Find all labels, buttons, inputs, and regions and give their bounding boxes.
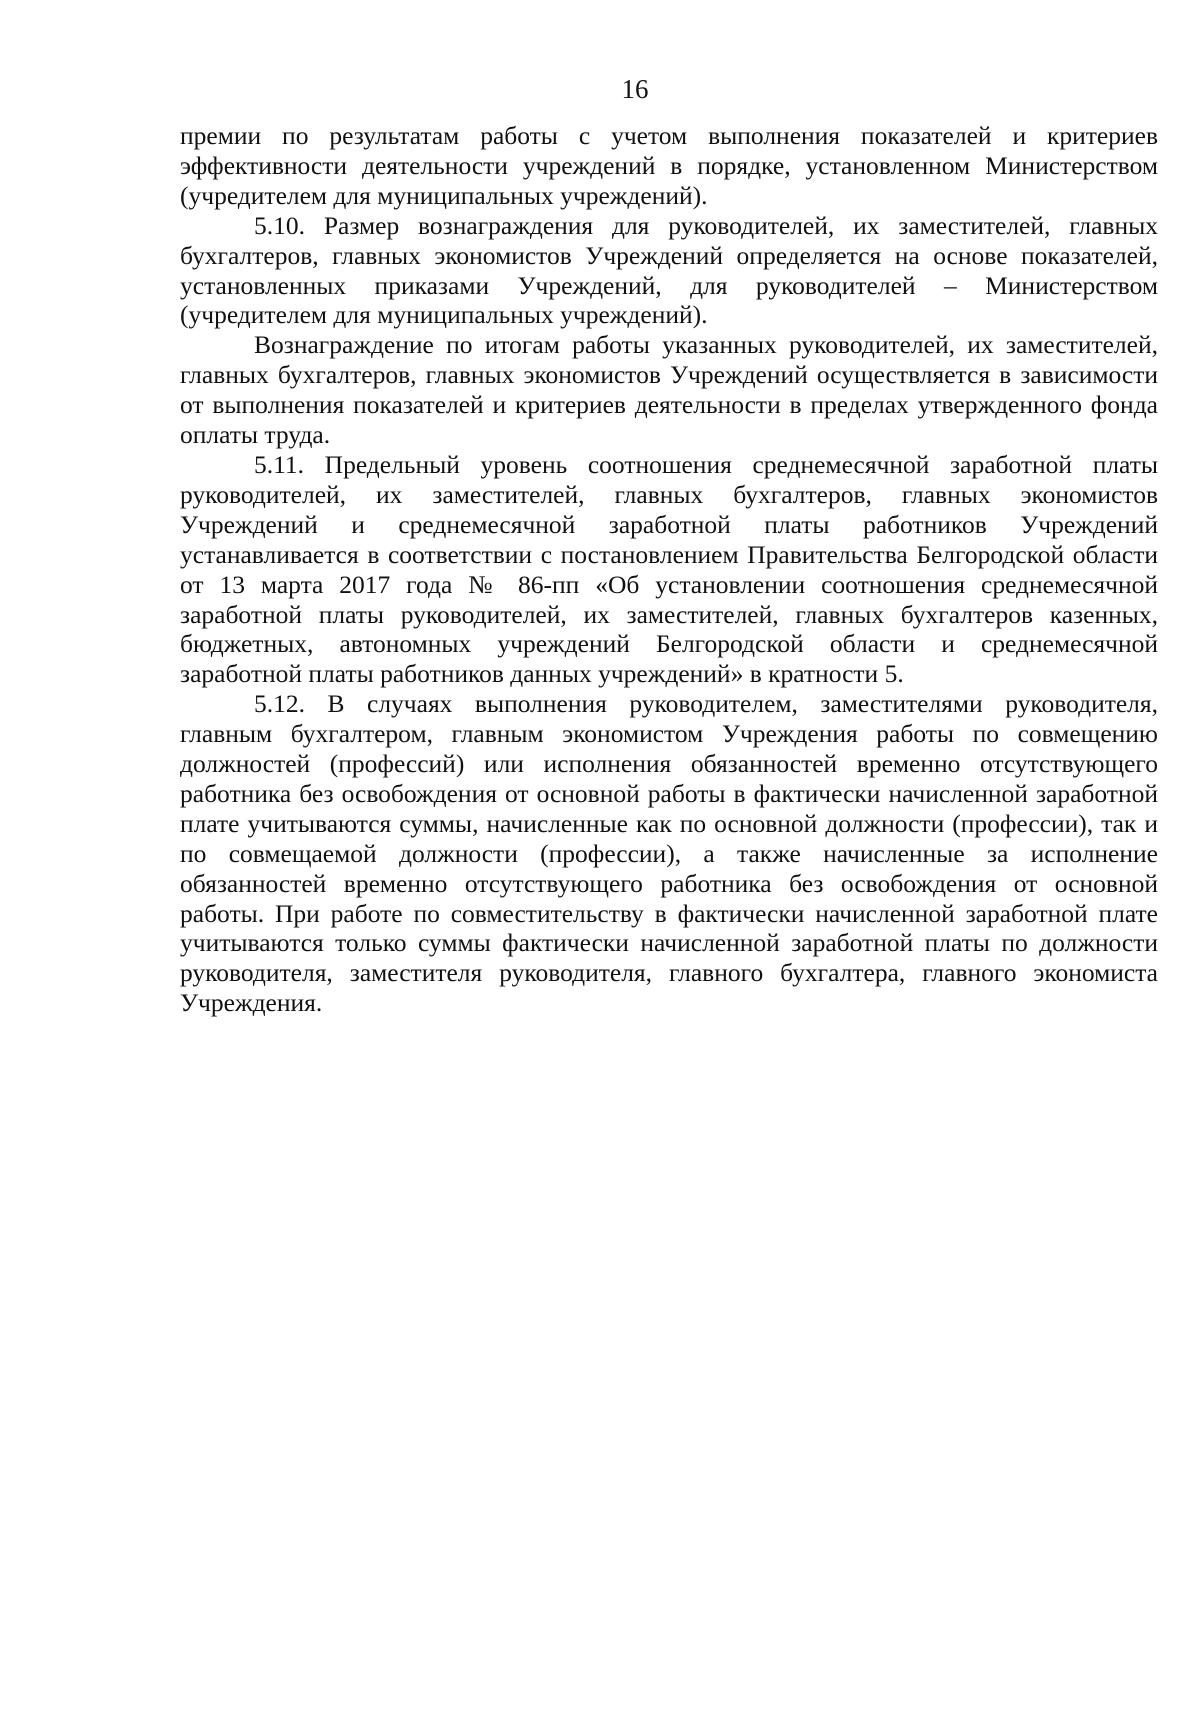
document-body (180, 121, 1158, 1018)
page-number: 16 (621, 74, 649, 104)
paragraph-5-10: 5.10. Размер вознаграждения для руководителей, их заместителей, главных бухгалтеров, главных экономистов Учреждений определяется на основе показателей, установленных приказами Учреждений, для руководителей – Министерством (учредителем для муниципальных учреждений). (180, 210, 1158, 330)
paragraph-5-12: 5.12. В случаях выполнения руководителем, заместителями руководителя, главным бухгалтером, главным экономистом Учреждения работы по совмещению должностей (профессий) или исполнения обязанностей временно отсутствующего работника без освобождения от основной работы в фактически начисленной заработной плате учитываются суммы, начисленные как по основной должности (профессии), так и по совмещаемой должности (профессии), а также начисленные за исполнение обязанностей временно отсутствующего работника без освобождения от основной работы. При работе по совместительству в фактически начисленной заработной плате учитываются только суммы фактически начисленной заработной платы по должности руководителя, заместителя руководителя, главного бухгалтера, главного экономиста Учреждения. (180, 689, 1158, 1018)
paragraph-5-11: 5.11. Предельный уровень соотношения среднемесячной заработной платы руководителей, их заместителей, главных бухгалтеров, главных экономистов Учреждений и среднемесячной заработной платы работников Учреждений устанавливается в соответствии с постановлением Правительства Белгородской области от 13 марта 2017 года № 86-пп «Об установлении соотношения среднемесячной заработной платы руководителей, их заместителей, главных бухгалтеров казенных, бюджетных, автономных учреждений Белгородской области и среднемесячной заработной платы работников данных учреждений» в кратности 5. (180, 449, 1158, 689)
paragraph-1: премии по результатам работы с учетом выполнения показателей и критериев эффективности деятельности учреждений в порядке, установленном Министерством (учредителем для муниципальных учреждений). (180, 121, 1158, 210)
paragraph-reward: Вознаграждение по итогам работы указанных руководителей, их заместителей, главных бухгалтеров, главных экономистов Учреждений осуществляется в зависимости от выполнения показателей и критериев деятельности в пределах утвержденного фонда оплаты труда. (180, 330, 1158, 450)
